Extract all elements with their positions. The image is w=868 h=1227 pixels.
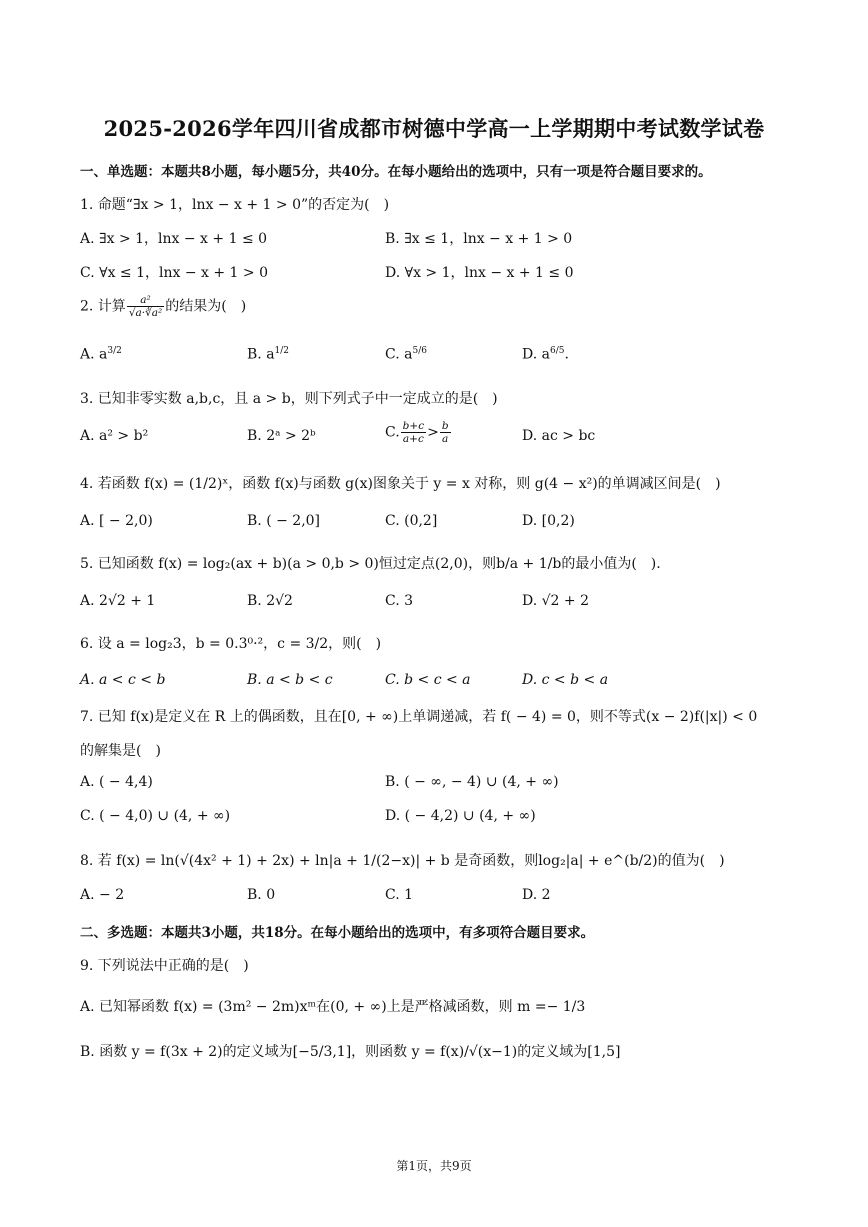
question-5-option-a: A. 2√2 + 1: [80, 593, 156, 609]
question-8-option-a: A. − 2: [80, 887, 125, 903]
page-title: 2025-2026学年四川省成都市树德中学高一上学期期中考试数学试卷: [103, 116, 765, 141]
section-heading-single-choice: 一、单选题：本题共8小题，每小题5分，共40分。在每小题给出的选项中，只有一项是符合题目要求的。: [80, 164, 712, 180]
question-6-option-c: C. b < c < a: [385, 672, 471, 688]
question-3-stem: 3. 已知非零实数 a,b,c，且 a > b，则下列式子中一定成立的是( ): [80, 391, 498, 407]
question-3-option-b: B. 2ᵃ > 2ᵇ: [247, 428, 316, 444]
question-5-stem: 5. 已知函数 f(x) = log₂(ax + b)(a > 0,b > 0)恒过定点(2,0)，则b/a + 1/b的最小值为( ).: [80, 556, 661, 572]
question-9-stem: 9. 下列说法中正确的是( ): [80, 958, 249, 974]
option-base: B. a: [247, 346, 275, 363]
question-1-option-d: D. ∀x > 1，lnx − x + 1 ≤ 0: [385, 265, 574, 281]
question-1-option-c: C. ∀x ≤ 1，lnx − x + 1 > 0: [80, 265, 268, 281]
option-base: D. a: [522, 346, 550, 363]
question-9-option-a: A. 已知幂函数 f(x) = (3m² − 2m)xᵐ在(0, + ∞)上是严格减函数，则 m =− 1/3: [80, 999, 586, 1015]
question-7-stem-continued: 的解集是( ): [80, 743, 161, 759]
option-exponent: 1/2: [274, 346, 290, 356]
question-9-option-b: B. 函数 y = f(3x + 2)的定义域为[−5/3,1]，则函数 y = f(x)/√(x−1)的定义域为[1,5]: [80, 1044, 621, 1060]
question-7-option-d: D. ( − 4,2) ∪ (4, + ∞): [385, 808, 536, 824]
option-tail: .: [564, 346, 569, 363]
question-2-stem: [80, 294, 246, 319]
question-4-stem: 4. 若函数 f(x) = (1/2)ˣ，函数 f(x)与函数 g(x)图象关于 y = x 对称，则 g(4 − x²)的单调减区间是( ): [80, 476, 721, 492]
option-label: C.: [385, 424, 400, 441]
question-4-option-c: C. (0,2]: [385, 513, 438, 529]
question-8-stem: 8. 若 f(x) = ln(√(4x² + 1) + 2x) + ln|a + 1/(2−x)| + b 是奇函数，则log₂|a| + e^(b/2)的值为( ): [80, 853, 725, 869]
question-1-option-a: A. ∃x > 1，lnx − x + 1 ≤ 0: [80, 231, 268, 247]
question-8-option-b: B. 0: [247, 887, 276, 903]
question-6-option-a: A. a < c < b: [80, 672, 166, 688]
question-8-option-c: C. 1: [385, 887, 414, 903]
question-2-option-a: [80, 346, 122, 363]
question-7-stem: 7. 已知 f(x)是定义在 R 上的偶函数，且在[0, + ∞)上单调递减，若 f( − 4) = 0，则不等式(x − 2)f(|x|) < 0: [80, 709, 758, 725]
question-6-option-d: D. c < b < a: [522, 672, 609, 688]
question-2-numerator: a²: [127, 294, 164, 307]
option-base: A. a: [80, 346, 108, 363]
question-3-option-c: [385, 420, 452, 445]
question-6-option-b: B. a < b < c: [247, 672, 333, 688]
option-c-fraction-2: [440, 420, 451, 445]
question-2-suffix: 的结果为( ): [165, 298, 247, 315]
question-5-option-d: D. √2 + 2: [522, 593, 589, 609]
question-6-stem: 6. 设 a = log₂3，b = 0.3⁰·²，c = 3/2，则( ): [80, 636, 382, 652]
option-base: C. a: [385, 346, 413, 363]
question-2-denominator: √a·∛a²: [128, 307, 163, 319]
question-8-option-d: D. 2: [522, 887, 551, 903]
section-heading-multiple-choice: 二、多选题：本题共3小题，共18分。在每小题给出的选项中，有多项符合题目要求。: [80, 925, 595, 941]
question-1-stem: 1. 命题“∃x > 1，lnx − x + 1 > 0”的否定为( ): [80, 197, 390, 213]
operator: >: [427, 424, 439, 441]
question-2-option-d: [522, 346, 569, 363]
question-7-option-a: A. ( − 4,4): [80, 774, 153, 790]
question-1-option-b: B. ∃x ≤ 1，lnx − x + 1 > 0: [385, 231, 573, 247]
numerator: b: [441, 420, 449, 432]
question-4-option-d: D. [0,2): [522, 513, 575, 529]
option-c-fraction-1: [401, 420, 426, 445]
question-2-option-c: [385, 346, 427, 363]
question-4-option-a: A. [ − 2,0): [80, 513, 153, 529]
question-7-option-c: C. ( − 4,0) ∪ (4, + ∞): [80, 808, 231, 824]
question-4-option-b: B. ( − 2,0]: [247, 513, 321, 529]
option-exponent: 3/2: [107, 346, 122, 356]
question-5-option-b: B. 2√2: [247, 593, 293, 609]
option-exponent: 6/5: [549, 346, 565, 356]
denominator: a+c: [402, 433, 424, 445]
denominator: a: [442, 433, 449, 445]
question-3-option-d: D. ac > bc: [522, 428, 596, 444]
numerator: b+c: [402, 420, 425, 432]
option-exponent: 5/6: [412, 346, 427, 356]
question-2-option-b: [247, 346, 289, 363]
question-5-option-c: C. 3: [385, 593, 414, 609]
question-2-fraction: [127, 294, 164, 319]
question-7-option-b: B. ( − ∞, − 4) ∪ (4, + ∞): [385, 774, 559, 790]
question-2-prefix: 2. 计算: [80, 298, 126, 315]
question-3-option-a: A. a² > b²: [80, 428, 149, 444]
page-footer: 第1页，共9页: [396, 1159, 472, 1173]
